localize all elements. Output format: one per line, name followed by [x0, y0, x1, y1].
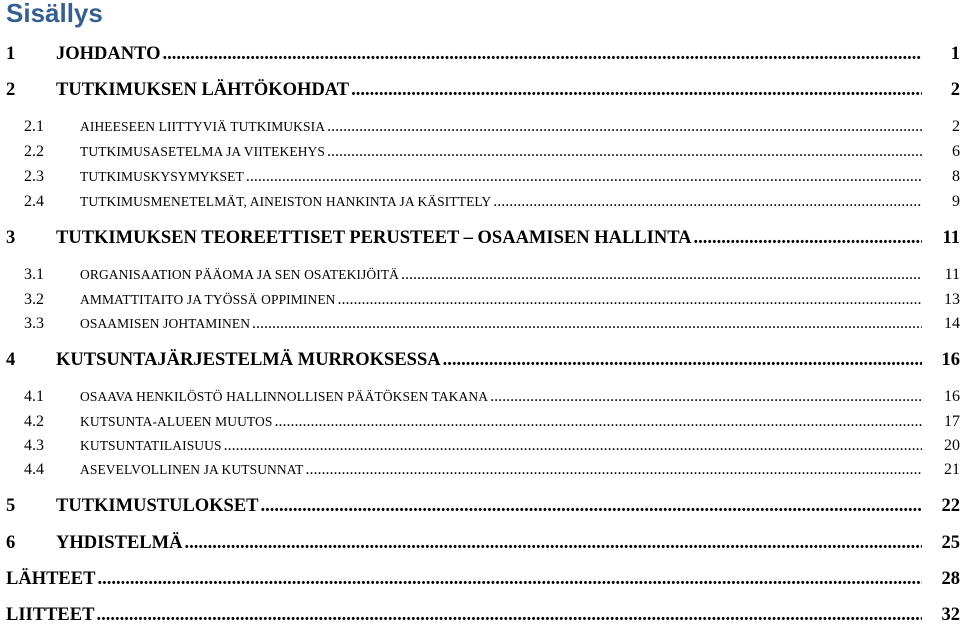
toc-number: 4: [6, 350, 16, 370]
toc-page: 6: [952, 143, 960, 160]
toc-number: 2.3: [24, 168, 44, 185]
toc-entry-3-2[interactable]: [0, 291, 960, 310]
toc-entry-4[interactable]: [0, 350, 960, 372]
toc-page: 14: [944, 315, 960, 332]
toc-leader: [246, 168, 922, 186]
toc-number: 4.1: [24, 388, 44, 405]
toc-page: 20: [944, 437, 960, 454]
toc-leader: [338, 291, 922, 309]
toc-entry-4-4[interactable]: [0, 461, 960, 480]
toc-page: 25: [941, 533, 960, 553]
toc-entry-liitteet[interactable]: [0, 605, 960, 627]
toc-page: 22: [941, 496, 960, 516]
toc-entry-2[interactable]: [0, 80, 960, 102]
toc-leader: [327, 143, 922, 161]
toc-text: AIHEESEEN LIITTYVIÄ TUTKIMUKSIA: [80, 119, 326, 134]
toc-leader: [163, 44, 922, 65]
toc-page: 28: [941, 569, 960, 589]
toc-leader: [493, 193, 922, 211]
toc-text: ASEVELVOLLINEN JA KUTSUNNAT: [80, 462, 304, 477]
toc-number: 6: [6, 533, 16, 553]
toc-page: 21: [944, 461, 960, 478]
toc-number: 2.1: [24, 118, 44, 135]
toc-number: 2.4: [24, 193, 44, 210]
toc-number: 3.3: [24, 315, 44, 332]
toc-entry-2-1[interactable]: [0, 118, 960, 137]
toc-text: YHDISTELMÄ: [56, 533, 183, 553]
toc-number: 3.2: [24, 291, 44, 308]
toc-leader: [184, 533, 922, 554]
toc-entry-3[interactable]: [0, 228, 960, 250]
toc-number: 4.4: [24, 461, 44, 478]
toc-leader: [694, 228, 922, 249]
toc-text: TUTKIMUKSEN TEOREETTISET PERUSTEET – OSAAMISEN HALLINTA: [56, 228, 692, 248]
toc-entry-4-2[interactable]: [0, 413, 960, 432]
toc-page: 32: [941, 605, 960, 625]
toc-page: 13: [944, 291, 960, 308]
toc-entry-2-2[interactable]: [0, 143, 960, 162]
toc-page: 11: [944, 266, 960, 283]
toc-text: KUTSUNTATILAISUUS: [80, 438, 222, 453]
toc-entry-4-3[interactable]: [0, 437, 960, 456]
toc-number: 1: [6, 44, 16, 64]
toc-leader: [443, 350, 922, 371]
toc-entry-6[interactable]: [0, 533, 960, 555]
toc-entry-1[interactable]: [0, 44, 960, 66]
toc-text: KUTSUNTAJÄRJESTELMÄ MURROKSESSA: [56, 350, 441, 370]
toc-page: 1: [950, 44, 960, 64]
toc-entry-lahteet[interactable]: [0, 569, 960, 591]
toc-leader: [97, 569, 922, 590]
toc-leader: [96, 605, 922, 626]
toc-page: 8: [952, 168, 960, 185]
toc-page: 11: [942, 228, 960, 248]
toc-page: 2: [950, 80, 960, 100]
toc-leader: [401, 266, 922, 284]
toc-text: TUTKIMUSMENETELMÄT, AINEISTON HANKINTA JA KÄSITTELY: [80, 194, 492, 209]
toc-leader: [261, 496, 922, 517]
toc-number: 3: [6, 228, 16, 248]
toc-entry-2-4[interactable]: [0, 193, 960, 212]
toc-page: 16: [941, 350, 960, 370]
toc-leader: [275, 413, 923, 431]
toc-entry-2-3[interactable]: [0, 168, 960, 187]
toc-entry-3-1[interactable]: [0, 266, 960, 285]
toc-leader: [490, 388, 922, 406]
toc-leader: [252, 315, 922, 333]
toc-number: 4.3: [24, 437, 44, 454]
toc-leader: [327, 118, 922, 136]
toc-entry-4-1[interactable]: [0, 388, 960, 407]
toc-entry-5[interactable]: [0, 496, 960, 518]
toc-text: TUTKIMUSKYSYMYKSET: [80, 169, 244, 184]
toc-leader: [305, 461, 922, 479]
toc-text: JOHDANTO: [56, 44, 161, 64]
toc-number: 2: [6, 80, 16, 100]
toc-number: 4.2: [24, 413, 44, 430]
toc-number: 5: [6, 496, 16, 516]
toc-text: OSAAVA HENKILÖSTÖ HALLINNOLLISEN PÄÄTÖKSEN TAKANA: [80, 389, 489, 404]
toc-leader: [224, 437, 922, 455]
toc-number: 2.2: [24, 143, 44, 160]
toc-text: LIITTEET: [6, 605, 95, 625]
toc-text: KUTSUNTA-ALUEEN MUUTOS: [80, 414, 273, 429]
toc-text: TUTKIMUSTULOKSET: [56, 496, 259, 516]
page-title: Sisällys: [6, 0, 103, 28]
toc-text: TUTKIMUSASETELMA JA VIITEKEHYS: [80, 144, 325, 159]
toc-text: OSAAMISEN JOHTAMINEN: [80, 316, 251, 331]
toc-number: 3.1: [24, 266, 44, 283]
toc-page: 16: [944, 388, 960, 405]
toc-text: ORGANISAATION PÄÄOMA JA SEN OSATEKIJÖITÄ: [80, 267, 400, 282]
toc-page: 2: [952, 118, 960, 135]
toc-text: LÄHTEET: [6, 569, 96, 589]
toc-leader: [351, 80, 922, 101]
toc-page: 17: [944, 413, 960, 430]
toc-entry-3-3[interactable]: [0, 315, 960, 334]
toc-page: 9: [952, 193, 960, 210]
toc-text: AMMATTITAITO JA TYÖSSÄ OPPIMINEN: [80, 292, 336, 307]
toc-text: TUTKIMUKSEN LÄHTÖKOHDAT: [56, 80, 350, 100]
